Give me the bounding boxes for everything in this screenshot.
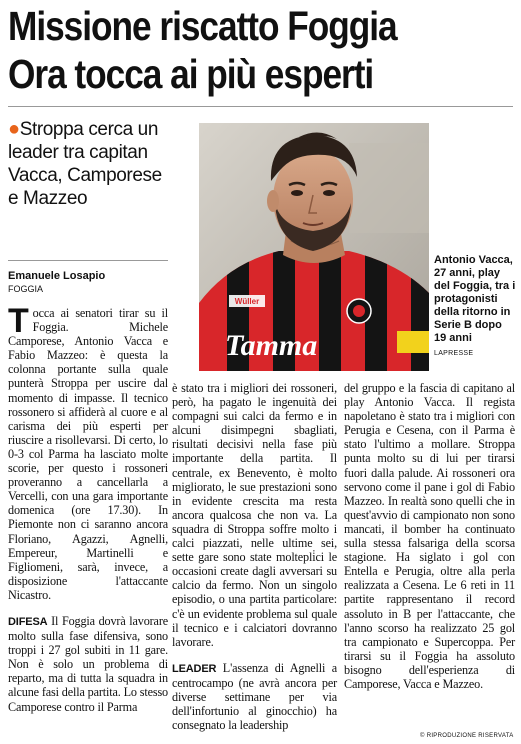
dateline-city: FOGGIA	[8, 284, 44, 294]
article-column-3	[344, 381, 515, 691]
caption-text: Antonio Vacca, 27 anni, play del Foggia, tra i protagonisti della ritorno in Serie B dopo 19 anni	[434, 254, 516, 344]
shirt-brand-logo: Wüller	[234, 297, 260, 306]
summary-text: Stroppa cerca un leader tra capitan Vacca, Camporese e Mazzeo	[8, 119, 162, 209]
byline	[8, 270, 168, 294]
paragraph-intro: Tocca ai senatori tirar su il Foggia. Michele Camporese, Antonio Vacca e Fabio Mazzeo: è questa la colonna portante sulla quale punterà Stroppa per uscire dal momento di impasse. Il tecnico rossonero si affiderà al cuore e al carisma dei più esperti per riuscire a risollevarsi. Di certo, lo 0-3 col Parma ha lasciato molte scorie, per questo i rossoneri proveranno a cancellarla a Vercelli, con una gara importante domenica (ore 17.30). In Piemonte non ci saranno ancora Floriano, Agazzi, Agnelli, Empereur, Martinelli e Figliomeni, sarà, invece, a disposizione l'attaccante Nicastro.	[8, 302, 168, 602]
article-column-2	[172, 381, 337, 732]
headline	[8, 2, 513, 98]
section-lead-difesa: DIFESA	[8, 615, 48, 628]
paragraph-col2: è stato tra i migliori dei rossoneri, però, ha pagato le ingenuità dei compagni sui calci da fermo e in alcuni disimpegni sbagliati, risultati decisivi nella fase più importante della partita. Il centrale, ex Benevento, è molto migliorato, le sue prestazioni sono in evidente crescita ma resta ancora qualcosa che non va. La squadra di Stroppa soffre molto i calci piazzati, nelle ultime sei, sette gare sono state moltepli̇ci le occasioni create dagli avversari su calcio da fermo. Non un singolo episodio, o una partita particolare: c'è un evidente problema sul quale il tecnico e i calciatori dovranno lavorare.	[172, 381, 337, 649]
summary-divider	[8, 260, 168, 261]
headline-line-1: Missione riscatto Foggia	[8, 3, 397, 49]
copyright-notice: © RIPRODUZIONE RISERVATA	[420, 733, 514, 739]
author-name: Emanuele Losapio	[8, 270, 106, 282]
shirt-sponsor-logo: Tamma	[225, 329, 318, 362]
article-summary	[8, 118, 168, 210]
player-illustration	[199, 123, 429, 371]
section-lead-leader: LEADER	[172, 662, 217, 675]
player-photo	[199, 123, 429, 371]
dropcap-letter: T	[8, 302, 29, 340]
paragraph-col3: del gruppo e la fascia di capitano al play Antonio Vacca. Il regista napoletano è stato tra i migliori con Perugia e Cesena, con il Parma è stato l'ultimo a mollare. Stroppa punta molto su di lui per tirarsi fuori dalla palude. Ai rossoneri ora servono come il pane i gol di Fabio Mazzeo. In realtà sono quelli che in quest'avvio di campionato non sono mancati, il bomber ha continuato sulla stessa falsariga della scorsa stagione. Ha siglato i gol con Entella e Perugia, oltre alla perla realizzata a Cesena. Le 6 reti in 11 partite rappresentano il record assoluto in B per l'attaccante, che l'anno scorso ha realizzato 25 gol tra campionato e Supercoppa. Per tirarsi su il Foggia ha assoluto bisogno dell'esperienza di Camporese, Vacca e Mazzeo.	[344, 381, 515, 691]
photo-caption	[434, 254, 516, 360]
headline-divider	[8, 106, 513, 107]
paragraph-difesa: DIFESA Il Foggia dovrà lavorare molto sulla fase difensiva, sono troppi i 27 gol subiti in 11 gare. Non è solo un problema di reparto, ma di tutta la squadra in alcune fasi della partita. Lo stesso Camporese contro il Parma	[8, 613, 168, 714]
photo-credit: LAPRESSE	[434, 350, 474, 357]
bullet-icon: ●	[8, 118, 20, 140]
headline-line-2: Ora tocca ai più esperti	[8, 51, 374, 97]
article-column-1	[8, 302, 168, 714]
paragraph-leader: LEADER L'assenza di Agnelli a centrocampo (ne avrà ancora per diverse settimane per via dell'infortunio al ginocchio) ha consegnato la leadership	[172, 660, 337, 733]
